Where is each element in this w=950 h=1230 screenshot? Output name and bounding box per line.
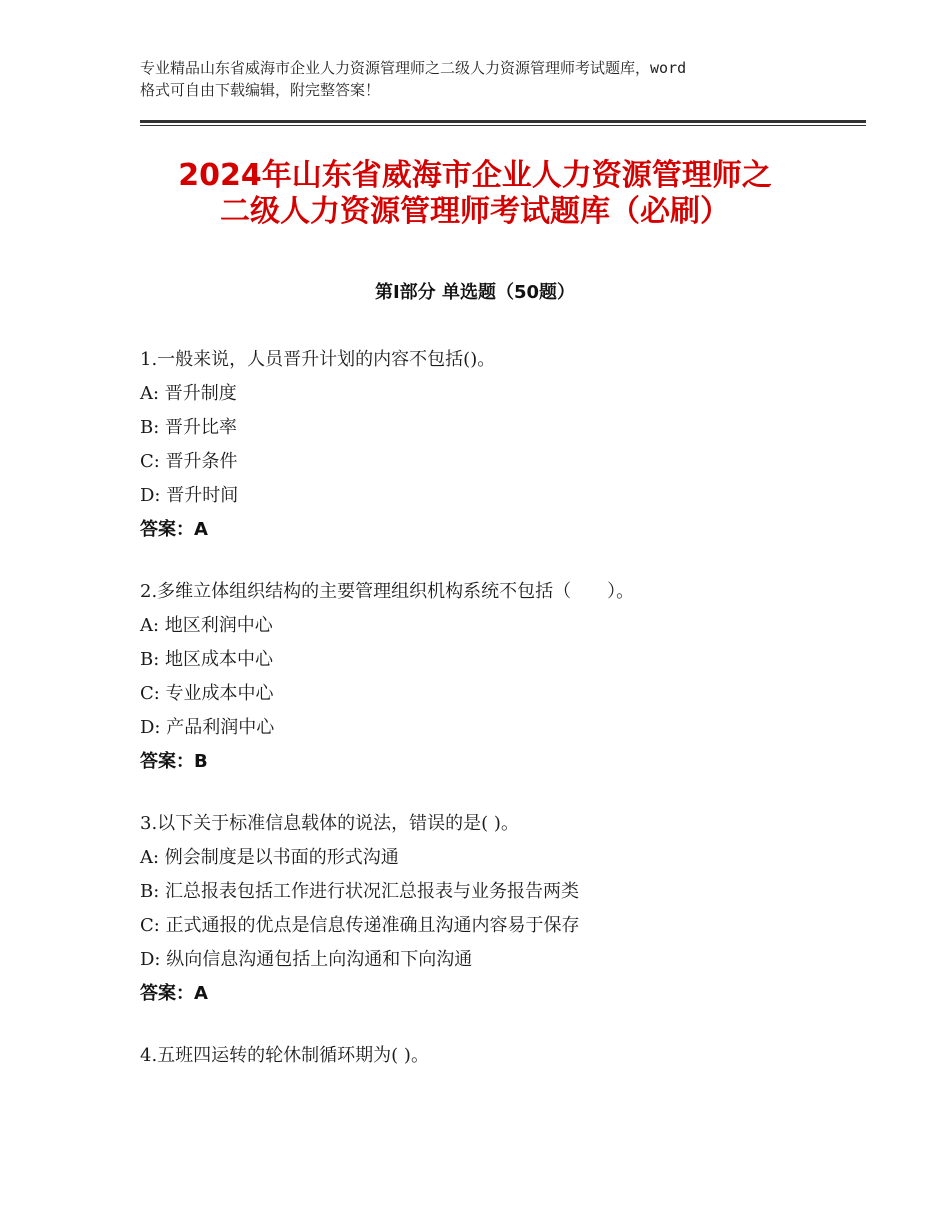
option-c: C: 正式通报的优点是信息传递准确且沟通内容易于保存	[140, 915, 580, 936]
section-heading: 第Ⅰ部分 单选题（50题）	[374, 282, 575, 303]
header-note	[140, 57, 830, 101]
document-title-line2: 二级人力资源管理师考试题库（必刷）	[220, 194, 730, 229]
option-d: D: 产品利润中心	[140, 717, 275, 738]
header-divider-thick	[140, 120, 866, 123]
header-note-line1: 专业精品山东省威海市企业人力资源管理师之二级人力资源管理师考试题库，word	[140, 59, 687, 77]
option-a: A: 晋升制度	[140, 383, 237, 404]
header-note-line2: 格式可自由下载编辑，附完整答案！	[140, 81, 381, 99]
option-c: C: 晋升条件	[140, 451, 238, 472]
answer: 答案：B	[140, 751, 208, 772]
question-2	[140, 575, 880, 779]
question-4	[140, 1039, 880, 1073]
document-title	[100, 158, 850, 230]
option-b: B: 地区成本中心	[140, 649, 274, 670]
question-stem: 4.五班四运转的轮休制循环期为( )。	[140, 1045, 429, 1066]
header-divider-thin	[140, 125, 866, 126]
option-d: D: 纵向信息沟通包括上向沟通和下向沟通	[140, 949, 473, 970]
option-a: A: 例会制度是以书面的形式沟通	[140, 847, 399, 868]
question-stem: 2.多维立体组织结构的主要管理组织机构系统不包括（ ）。	[140, 581, 635, 602]
question-1	[140, 343, 880, 547]
answer: 答案：A	[140, 519, 208, 540]
question-stem: 3.以下关于标准信息载体的说法，错误的是( )。	[140, 813, 519, 834]
option-c: C: 专业成本中心	[140, 683, 274, 704]
question-list	[140, 343, 880, 1101]
option-d: D: 晋升时间	[140, 485, 239, 506]
answer: 答案：A	[140, 983, 208, 1004]
option-b: B: 晋升比率	[140, 417, 238, 438]
question-stem: 1.一般来说，人员晋升计划的内容不包括()。	[140, 349, 496, 370]
document-title-line1: 2024年山东省威海市企业人力资源管理师之	[178, 158, 772, 193]
question-3	[140, 807, 880, 1011]
option-a: A: 地区利润中心	[140, 615, 273, 636]
option-b: B: 汇总报表包括工作进行状况汇总报表与业务报告两类	[140, 881, 580, 902]
